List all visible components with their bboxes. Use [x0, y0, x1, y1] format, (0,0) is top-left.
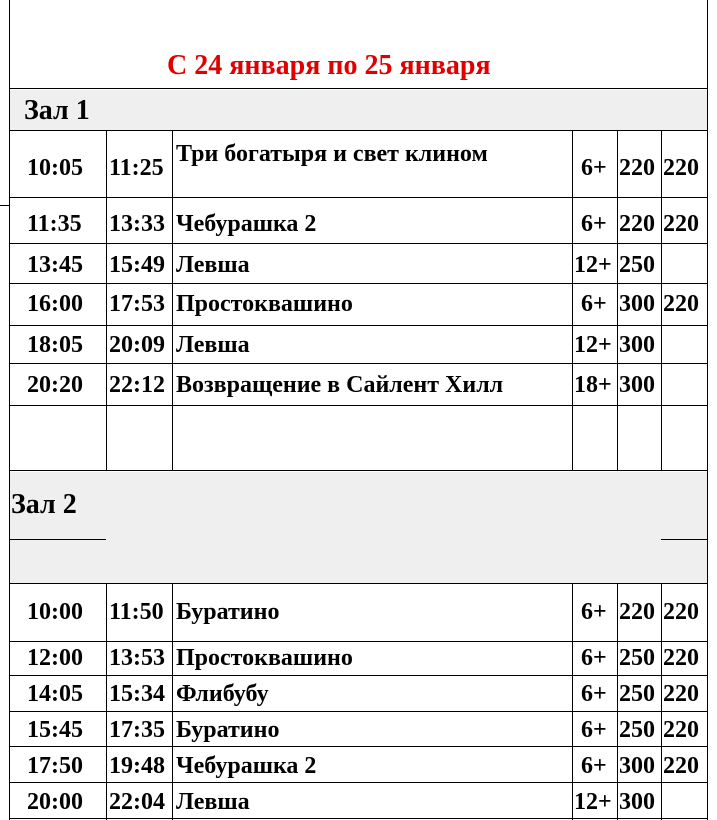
film-title: Три богатыря и свет клином [176, 141, 488, 167]
grid-line [9, 583, 708, 584]
grid-line [661, 539, 708, 540]
price-2: 220 [663, 645, 699, 671]
grid-line [661, 130, 662, 470]
film-title: Простоквашино [176, 291, 353, 317]
hall1-header-band [9, 90, 708, 130]
price-2: 220 [663, 211, 699, 237]
grid-line [172, 583, 173, 820]
price-1: 220 [619, 599, 655, 625]
start-time: 15:45 [27, 717, 83, 743]
film-title: Левша [176, 789, 250, 815]
end-time: 11:50 [109, 599, 164, 625]
film-title: Чебурашка 2 [176, 211, 317, 237]
start-time: 11:35 [27, 211, 82, 237]
price-2: 220 [663, 753, 699, 779]
film-title: Левша [176, 332, 250, 358]
grid-line-stub [0, 205, 10, 206]
hall2-header-band [9, 472, 708, 583]
price-2: 220 [663, 717, 699, 743]
grid-line [106, 583, 107, 820]
age-rating: 12+ [574, 332, 612, 358]
film-title: Левша [176, 252, 250, 278]
end-time: 17:53 [109, 291, 165, 317]
age-rating: 18+ [574, 372, 612, 398]
start-time: 17:50 [27, 753, 83, 779]
grid-line [9, 470, 708, 471]
price-1: 250 [619, 681, 655, 707]
price-1: 220 [619, 155, 655, 181]
end-time: 15:34 [109, 681, 165, 707]
start-time: 13:45 [27, 252, 83, 278]
age-rating: 6+ [581, 155, 607, 181]
age-rating: 12+ [574, 252, 612, 278]
table-border-right [707, 0, 708, 820]
age-rating: 6+ [581, 645, 607, 671]
grid-line [661, 583, 662, 820]
grid-line [9, 363, 708, 364]
start-time: 10:05 [27, 155, 83, 181]
grid-line [9, 782, 708, 783]
price-1: 300 [619, 789, 655, 815]
start-time: 14:05 [27, 681, 83, 707]
film-title: Простоквашино [176, 645, 353, 671]
price-1: 300 [619, 753, 655, 779]
start-time: 16:00 [27, 291, 83, 317]
age-rating: 6+ [581, 717, 607, 743]
grid-line [617, 130, 618, 470]
grid-line [9, 243, 708, 244]
end-time: 13:53 [109, 645, 165, 671]
age-rating: 6+ [581, 291, 607, 317]
start-time: 10:00 [27, 599, 83, 625]
grid-line [9, 711, 708, 712]
grid-line [9, 283, 708, 284]
film-title: Чебурашка 2 [176, 753, 317, 779]
table-border-left [9, 0, 10, 820]
grid-line [617, 583, 618, 820]
price-1: 300 [619, 332, 655, 358]
grid-line [9, 197, 708, 198]
end-time: 15:49 [109, 252, 165, 278]
film-title: Флибубу [176, 681, 269, 707]
age-rating: 6+ [581, 599, 607, 625]
price-2: 220 [663, 681, 699, 707]
price-1: 250 [619, 717, 655, 743]
film-title: Буратино [176, 599, 280, 625]
price-1: 250 [619, 645, 655, 671]
price-1: 250 [619, 252, 655, 278]
grid-line [9, 746, 708, 747]
hall1-title: Зал 1 [24, 95, 90, 126]
grid-line [9, 818, 708, 819]
price-2: 220 [663, 599, 699, 625]
start-time: 20:20 [27, 372, 83, 398]
price-1: 300 [619, 291, 655, 317]
grid-line [9, 130, 708, 131]
start-time: 20:00 [27, 789, 83, 815]
page-title: С 24 января по 25 января [167, 50, 491, 81]
start-time: 18:05 [27, 332, 83, 358]
grid-line [106, 130, 107, 470]
price-2: 220 [663, 291, 699, 317]
price-1: 220 [619, 211, 655, 237]
end-time: 13:33 [109, 211, 165, 237]
age-rating: 6+ [581, 211, 607, 237]
start-time: 12:00 [27, 645, 83, 671]
price-2: 220 [663, 155, 699, 181]
end-time: 22:12 [109, 372, 165, 398]
grid-line [9, 641, 708, 642]
age-rating: 6+ [581, 681, 607, 707]
grid-line [572, 130, 573, 470]
end-time: 19:48 [109, 753, 165, 779]
age-rating: 12+ [574, 789, 612, 815]
grid-line [9, 405, 708, 406]
end-time: 20:09 [109, 332, 165, 358]
end-time: 17:35 [109, 717, 165, 743]
age-rating: 6+ [581, 753, 607, 779]
grid-line [9, 88, 708, 89]
film-title: Буратино [176, 717, 280, 743]
grid-line [9, 539, 106, 540]
end-time: 22:04 [109, 789, 165, 815]
price-1: 300 [619, 372, 655, 398]
hall2-title: Зал 2 [11, 489, 77, 520]
grid-line [9, 675, 708, 676]
film-title: Возвращение в Сайлент Хилл [176, 372, 504, 398]
grid-line [572, 583, 573, 820]
grid-line [172, 130, 173, 470]
grid-line [9, 325, 708, 326]
end-time: 11:25 [109, 155, 164, 181]
